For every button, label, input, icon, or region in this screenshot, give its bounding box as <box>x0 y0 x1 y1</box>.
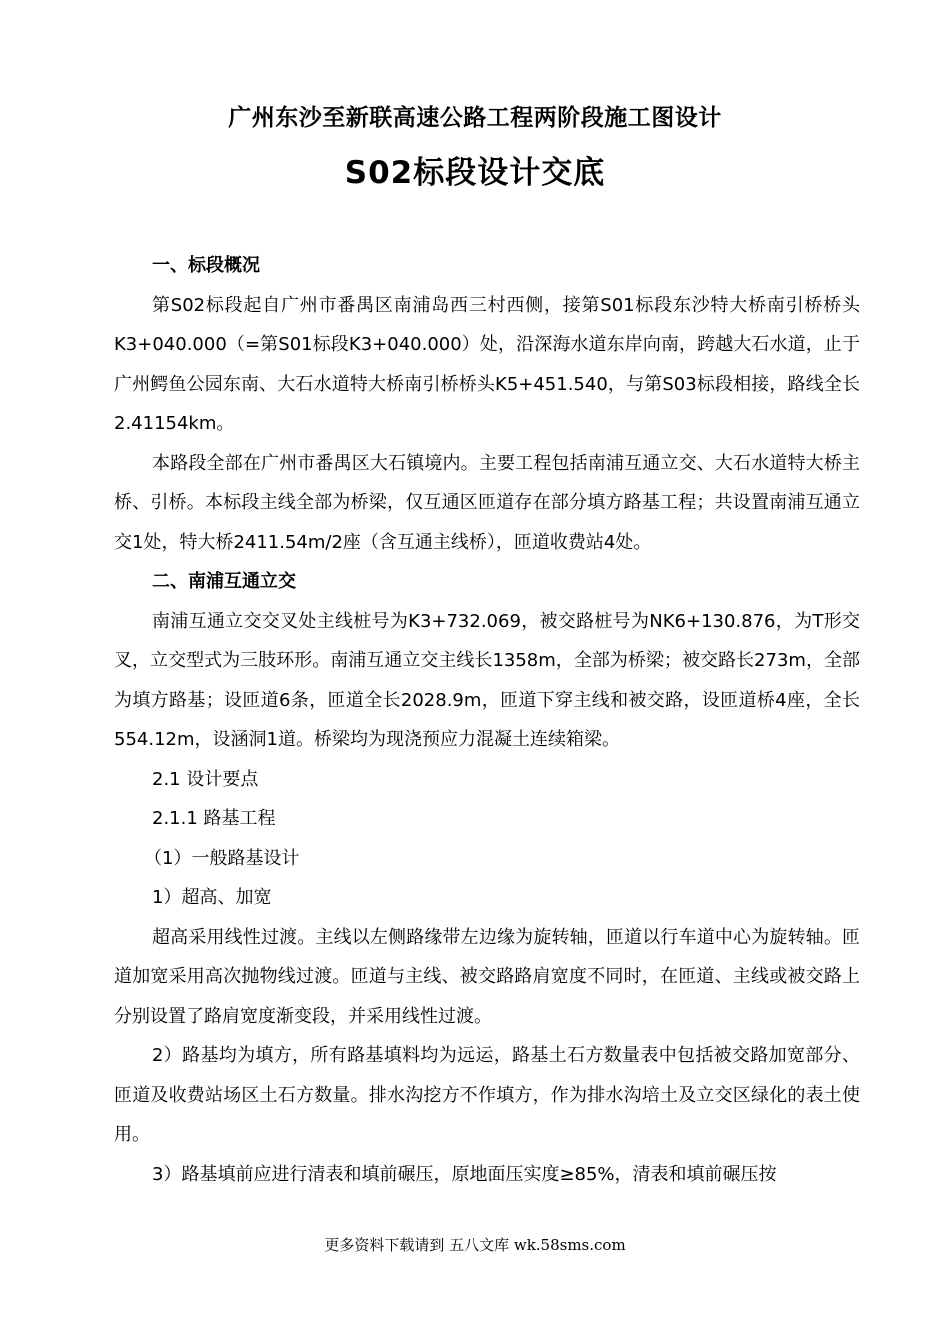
subsection-general-subgrade: （1）一般路基设计 <box>144 847 300 869</box>
footer-download-note: 更多资料下载请到 五八文库 wk.58sms.com <box>324 1236 626 1254</box>
subsection-design-points: 2.1 设计要点 <box>152 768 259 790</box>
subsection-subgrade: 2.1.1 路基工程 <box>152 808 276 829</box>
section-heading-overview: 一、标段概况 <box>152 255 260 276</box>
item-1-heading: 1）超高、加宽 <box>152 887 272 908</box>
item-2-paragraph: 2）路基均为填方，所有路基填料均为远运，路基土石方数量表中包括被交路加宽部分、匝道及收费站场区土石方数量。排水沟挖方不作填方，作为排水沟培土及立交区绿化的表土使用。 <box>114 1045 860 1145</box>
document-title: 广州东沙至新联高速公路工程两阶段施工图设计 <box>228 105 722 131</box>
item-3-paragraph: 3）路基填前应进行清表和填前碾压，原地面压实度≥85%，清表和填前碾压按 <box>152 1163 777 1185</box>
item-1-paragraph: 超高采用线性过渡。主线以左侧路缘带左边缘为旋转轴，匝道以行车道中心为旋转轴。匝道加宽采用高次抛物线过渡。匝道与主线、被交路路肩宽度不同时，在匝道、主线或被交路上分别设置了路肩宽度渐变段，并采用线性过渡。 <box>114 926 860 1027</box>
document-body <box>114 246 860 1194</box>
document-subtitle: S02标段设计交底 <box>344 155 606 191</box>
section-heading-interchange: 二、南浦互通立交 <box>152 571 296 592</box>
interchange-paragraph-1: 南浦互通立交交叉处主线桩号为K3+732.069，被交路桩号为NK6+130.876，为T形交叉，立交型式为三肢环形。南浦互通立交主线长1358m，全部为桥梁；被交路长273m，全部为填方路基；设匝道6条，匝道全长2028.9m，匝道下穿主线和被交路，设匝道桥4座，全长554.12m，设涵洞1道。桥梁均为现浇预应力混凝土连续箱梁。 <box>114 610 860 750</box>
overview-paragraph-2: 本路段全部在广州市番禺区大石镇境内。主要工程包括南浦互通立交、大石水道特大桥主桥、引桥。本标段主线全部为桥梁，仅互通区匝道存在部分填方路基工程；共设置南浦互通立交1处，特大桥2411.54m/2座（含互通主线桥），匝道收费站4处。 <box>114 452 860 553</box>
overview-paragraph-1: 第S02标段起自广州市番禺区南浦岛西三村西侧，接第S01标段东沙特大桥南引桥桥头K3+040.000（=第S01标段K3+040.000）处，沿深海水道东岸向南，跨越大石水道，止于广州鳄鱼公园东南、大石水道特大桥南引桥桥头K5+451.540，与第S03标段相接，路线全长2.41154km。 <box>114 294 860 434</box>
